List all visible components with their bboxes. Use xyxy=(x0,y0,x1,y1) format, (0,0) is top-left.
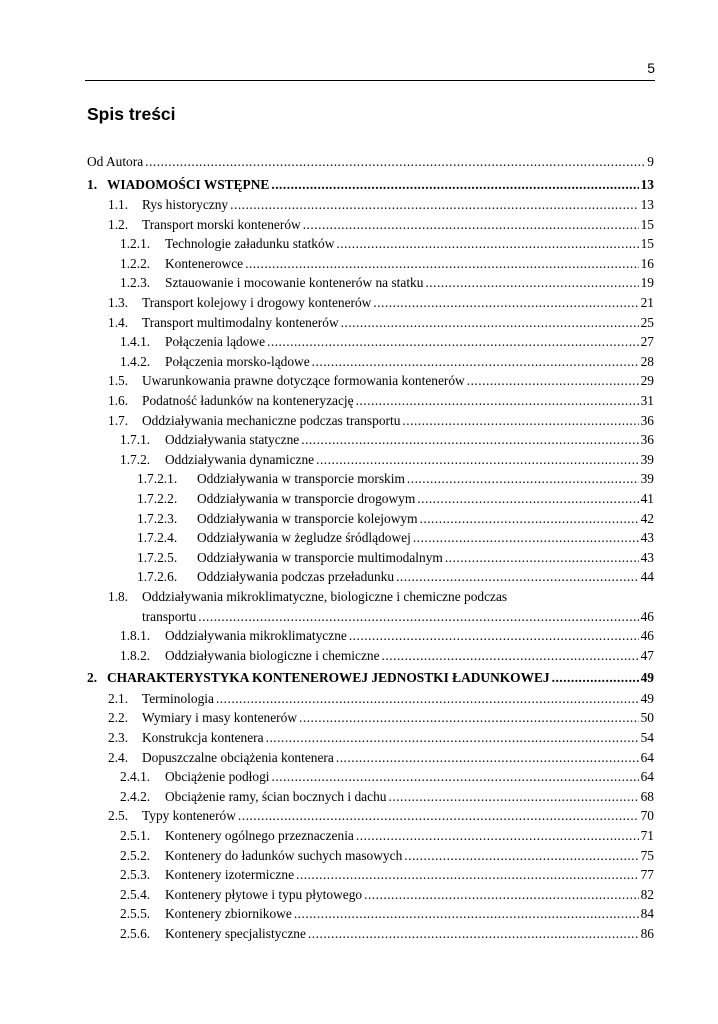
toc-entry-1-8-1 xyxy=(87,626,654,646)
dot-leader xyxy=(467,371,639,391)
toc-entry-2-4-1 xyxy=(87,767,654,787)
toc-entry-2-1 xyxy=(87,689,654,709)
toc-entry-number: 1.5. xyxy=(108,373,129,389)
toc-entry-number: 1.7.2.2. xyxy=(137,491,178,506)
toc-entry-number: 2.4.1. xyxy=(120,769,151,785)
toc-entry-page: 46 xyxy=(640,608,654,624)
toc-entry-title: Kontenery izotermiczne xyxy=(165,867,295,883)
toc-entry-2-5-3 xyxy=(87,865,654,885)
dot-leader xyxy=(336,748,639,768)
toc-entry-title: CHARAKTERYSTYKA KONTENEROWEJ JEDNOSTKI ŁADUNKOWEJ xyxy=(107,670,550,686)
toc-entry-number: 1.7.2.4. xyxy=(137,530,178,546)
toc-entry-title: Oddziaływania mechaniczne podczas transportu xyxy=(142,412,401,428)
toc-entry-1-8-continued xyxy=(87,607,654,627)
toc-entry-page: 19 xyxy=(640,275,654,291)
toc-entry-page: 68 xyxy=(640,788,654,804)
toc-entry-1-2-2 xyxy=(87,254,654,274)
toc-entry-title: Dopuszczalne obciążenia kontenera xyxy=(142,749,334,765)
toc-entry-1-7-2-6 xyxy=(87,567,654,587)
dot-leader xyxy=(413,528,639,548)
toc-entry-number: 2.5.2. xyxy=(120,847,151,863)
toc-entry-page: 39 xyxy=(640,451,654,467)
toc-entry-1-1 xyxy=(87,195,654,215)
toc-entry-page: 54 xyxy=(640,730,654,746)
toc-entry-page: 15 xyxy=(640,236,654,252)
toc-entry-title: Kontenery płytowe i typu płytowego xyxy=(165,886,363,902)
dot-leader xyxy=(382,646,639,666)
toc-entry-2-4-2 xyxy=(87,787,654,807)
toc-entry-number: 1.8.2. xyxy=(120,647,151,663)
toc-entry-title: Oddziaływania w transporcie morskim xyxy=(197,471,405,487)
toc-entry-2-5 xyxy=(87,806,654,826)
toc-entry-2-5-5 xyxy=(87,904,654,924)
dot-leader xyxy=(271,175,638,196)
toc-entry-page: 25 xyxy=(640,314,654,330)
dot-leader xyxy=(198,607,638,627)
dot-leader xyxy=(308,924,639,944)
toc-entry-page: 36 xyxy=(640,412,654,428)
toc-entry-1-4-2 xyxy=(87,352,654,372)
toc-entry-page: 13 xyxy=(640,176,654,192)
dot-leader xyxy=(407,469,639,489)
toc-entry-1-7-2-5 xyxy=(87,548,654,568)
toc-entry-number: 2.4.2. xyxy=(120,788,151,804)
toc-entry-title: Wymiary i masy kontenerów xyxy=(142,710,298,726)
toc-entry-number: 1.3. xyxy=(108,295,129,311)
toc-entry-title: Oddziaływania w transporcie kolejowym xyxy=(197,510,418,526)
toc-entry-number: 2.3. xyxy=(108,730,129,746)
toc-entry-1-7-2 xyxy=(87,450,654,470)
toc-entry-title: Podatność ładunków na konteneryzację xyxy=(142,393,354,409)
toc-entry-page: 42 xyxy=(640,510,654,526)
toc-entry-number: 1.7. xyxy=(108,412,129,428)
toc-entry-title: Oddziaływania mikroklimatyczne xyxy=(165,628,347,644)
dot-leader xyxy=(404,846,638,866)
toc-entry-page: 43 xyxy=(640,530,654,546)
toc-entry-title: Oddziaływania statyczne xyxy=(165,432,300,448)
toc-entry-page: 16 xyxy=(640,255,654,271)
toc-entry-number: 1.7.2.3. xyxy=(137,510,178,526)
dot-leader xyxy=(267,332,639,352)
toc-entry-title: Kontenery specjalistyczne xyxy=(165,925,306,941)
toc-chapter-1 xyxy=(87,175,654,196)
toc-entry-1-7 xyxy=(87,411,654,431)
dot-leader xyxy=(294,904,639,924)
toc-entry-number: 2.4. xyxy=(108,749,129,765)
toc-entry-page: 15 xyxy=(640,216,654,232)
toc-entry-number: 1.2.1. xyxy=(120,236,151,252)
toc-entry-number: 1.6. xyxy=(108,393,129,409)
toc-entry-number: 1.1. xyxy=(108,197,129,213)
toc-entry-2-4 xyxy=(87,748,654,768)
toc-entry-page: 77 xyxy=(640,867,654,883)
dot-leader xyxy=(402,411,638,431)
dot-leader xyxy=(238,806,639,826)
toc-entry-number: 1.8.1. xyxy=(120,628,151,644)
toc-entry-1-7-2-4 xyxy=(87,528,654,548)
toc-entry-page: 36 xyxy=(640,432,654,448)
toc-entry-page: 64 xyxy=(640,769,654,785)
toc-entry-number: 1.7.2.5. xyxy=(137,549,178,565)
toc-entry-1-3 xyxy=(87,293,654,313)
toc-entry-title: Oddziaływania w żegludze śródlądowej xyxy=(197,530,411,546)
toc-entry-title: Oddziaływania dynamiczne xyxy=(165,451,315,467)
toc-entry-page: 47 xyxy=(640,647,654,663)
toc-entry-2-2 xyxy=(87,708,654,728)
dot-leader xyxy=(301,430,638,450)
toc-entry-number: 1.2. xyxy=(108,216,129,232)
toc-entry-page: 75 xyxy=(640,847,654,863)
toc-entry-page: 41 xyxy=(640,491,654,506)
toc-entry-title: Transport multimodalny kontenerów xyxy=(142,314,339,330)
toc-entry-title: Kontenery ogólnego przeznaczenia xyxy=(165,828,354,843)
dot-leader xyxy=(312,352,639,372)
toc-entry-page: 9 xyxy=(647,154,654,169)
toc-entry-1-8-2 xyxy=(87,646,654,666)
toc-entry-1-4-1 xyxy=(87,332,654,352)
header-rule xyxy=(85,80,655,81)
toc-entry-1-7-2-3 xyxy=(87,509,654,529)
page-number: 5 xyxy=(647,60,655,76)
toc-entry-page: 84 xyxy=(640,906,654,922)
dot-leader xyxy=(373,293,638,313)
toc-entry-title: Oddziaływania w transporcie multimodalnym xyxy=(197,549,443,565)
toc-entry-title: Od Autora xyxy=(87,154,144,169)
toc-entry-title: Oddziaływania w transporcie drogowym xyxy=(197,491,416,506)
toc-entry-preface xyxy=(87,152,654,172)
toc-entry-title: Oddziaływania mikroklimatyczne, biologiczne i chemiczne podczas xyxy=(142,588,508,604)
toc-entry-title: Obciążenie podłogi xyxy=(165,769,270,785)
toc-entry-1-7-1 xyxy=(87,430,654,450)
toc-entry-number: 1.7.2.1. xyxy=(137,471,178,487)
toc-entry-number: 1.2.3. xyxy=(120,275,151,291)
toc-entry-title: Uwarunkowania prawne dotyczące formowania kontenerów xyxy=(142,373,465,389)
dot-leader xyxy=(266,728,639,748)
dot-leader xyxy=(356,826,639,846)
toc-entry-title: Kontenery do ładunków suchych masowych xyxy=(165,847,403,863)
dot-leader xyxy=(445,548,639,568)
dot-leader xyxy=(396,567,639,587)
toc-entry-page: 27 xyxy=(640,334,654,350)
dot-leader xyxy=(303,215,639,235)
toc-entry-page: 49 xyxy=(640,690,654,706)
toc-entry-1-4 xyxy=(87,313,654,333)
toc-entry-page: 50 xyxy=(640,710,654,726)
toc-entry-number: 1.4. xyxy=(108,314,129,330)
toc-entry-title: Obciążenie ramy, ścian bocznych i dachu xyxy=(165,788,387,804)
dot-leader xyxy=(552,668,639,689)
dot-leader xyxy=(271,767,638,787)
toc-entry-page: 29 xyxy=(640,373,654,389)
toc-entry-number: 2.5. xyxy=(108,808,129,824)
dot-leader xyxy=(336,234,638,254)
toc-entry-title: Oddziaływania podczas przeładunku xyxy=(197,569,395,585)
toc-entry-2-5-2 xyxy=(87,846,654,866)
toc-entry-2-5-6 xyxy=(87,924,654,944)
toc-entry-page: 39 xyxy=(640,471,654,487)
toc-entry-number: 1.7.1. xyxy=(120,432,151,448)
toc-entry-page: 21 xyxy=(640,295,654,311)
toc-entry-number: 2. xyxy=(87,670,98,686)
toc-entry-number: 1.8. xyxy=(108,588,129,604)
toc-entry-page: 31 xyxy=(640,393,654,409)
toc-entry-number: 2.5.6. xyxy=(120,925,151,941)
toc-entry-number: 1.4.2. xyxy=(120,353,151,369)
toc-entry-number: 2.5.4. xyxy=(120,886,151,902)
toc-entry-title: Konstrukcja kontenera xyxy=(142,730,264,746)
toc-entry-title: Połączenia morsko-lądowe xyxy=(165,353,310,369)
toc-entry-2-5-4 xyxy=(87,885,654,905)
table-of-contents xyxy=(87,152,654,944)
toc-entry-page: 28 xyxy=(640,353,654,369)
toc-entry-page: 82 xyxy=(640,886,654,902)
toc-entry-number: 2.5.3. xyxy=(120,867,151,883)
toc-entry-page: 70 xyxy=(640,808,654,824)
toc-entry-number: 2.5.1. xyxy=(120,828,151,843)
dot-leader xyxy=(230,195,638,215)
toc-entry-1-2 xyxy=(87,215,654,235)
toc-entry-title: Sztauowanie i mocowanie kontenerów na statku xyxy=(165,275,424,291)
toc-entry-page: 43 xyxy=(640,549,654,565)
dot-leader xyxy=(216,689,639,709)
toc-entry-number: 1.2.2. xyxy=(120,255,151,271)
toc-entry-1-6 xyxy=(87,391,654,411)
toc-entry-title: Rys historyczny xyxy=(142,197,229,213)
dot-leader xyxy=(420,509,639,529)
toc-entry-page: 64 xyxy=(640,749,654,765)
toc-entry-title: WIADOMOŚCI WSTĘPNE xyxy=(107,176,270,192)
dot-leader xyxy=(245,254,639,274)
toc-entry-page: 13 xyxy=(640,197,654,213)
toc-entry-1-7-2-1 xyxy=(87,469,654,489)
toc-entry-number: 2.5.5. xyxy=(120,906,151,922)
toc-entry-1-2-3 xyxy=(87,273,654,293)
toc-entry-number: 1. xyxy=(87,176,98,192)
toc-entry-1-7-2-2 xyxy=(87,489,654,509)
dot-leader xyxy=(349,626,639,646)
dot-leader xyxy=(417,489,638,509)
toc-entry-title: Technologie załadunku statków xyxy=(165,236,335,252)
toc-entry-number: 1.4.1. xyxy=(120,334,151,350)
dot-leader xyxy=(356,391,639,411)
toc-entry-1-5 xyxy=(87,371,654,391)
dot-leader xyxy=(425,273,638,293)
toc-entry-title-continued: transportu xyxy=(142,608,197,624)
toc-entry-number: 1.7.2. xyxy=(120,451,151,467)
toc-entry-title: Połączenia lądowe xyxy=(165,334,266,350)
toc-entry-page: 46 xyxy=(640,628,654,644)
toc-entry-title: Transport kolejowy i drogowy kontenerów xyxy=(142,295,372,311)
dot-leader xyxy=(388,787,638,807)
toc-entry-1-8 xyxy=(87,587,654,607)
toc-entry-page: 49 xyxy=(640,670,654,686)
dot-leader xyxy=(341,313,639,333)
toc-entry-2-5-1 xyxy=(87,826,654,846)
toc-entry-page: 71 xyxy=(640,828,654,843)
toc-title: Spis treści xyxy=(87,104,176,124)
toc-entry-title: Transport morski kontenerów xyxy=(142,216,301,232)
toc-entry-title: Kontenery zbiornikowe xyxy=(165,906,292,922)
toc-entry-number: 2.1. xyxy=(108,690,129,706)
toc-entry-title: Terminologia xyxy=(142,690,214,706)
toc-entry-title: Kontenerowce xyxy=(165,255,244,271)
toc-entry-1-2-1 xyxy=(87,234,654,254)
toc-entry-number: 2.2. xyxy=(108,710,129,726)
toc-entry-2-3 xyxy=(87,728,654,748)
toc-entry-title: Oddziaływania biologiczne i chemiczne xyxy=(165,647,380,663)
toc-entry-page: 44 xyxy=(640,569,654,585)
dot-leader xyxy=(145,152,645,172)
dot-leader xyxy=(296,865,639,885)
dot-leader xyxy=(316,450,639,470)
dot-leader xyxy=(364,885,639,905)
dot-leader xyxy=(299,708,639,728)
toc-chapter-2 xyxy=(87,668,654,689)
toc-entry-title: Typy kontenerów xyxy=(142,808,236,824)
toc-entry-page: 86 xyxy=(640,925,654,941)
toc-entry-number: 1.7.2.6. xyxy=(137,569,178,585)
